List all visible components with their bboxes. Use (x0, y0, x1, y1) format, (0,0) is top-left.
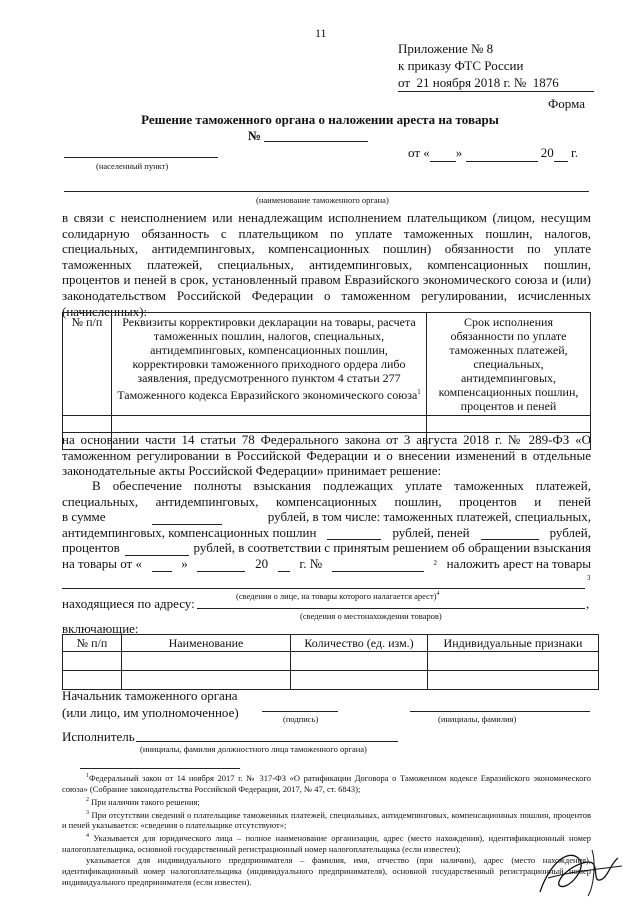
paragraph-decision: В обеспечение полноты взыскания подлежащих уплате таможенных платежей, специальных, антидемпинговых, компенсационных пошлин, процентов и пеней в сумме рублей, в том числе: таможенных платежей, специальных, антидемпинговых, компенсационных пошлин рублей, пеней рублей, процентов рублей, в соответствии с принятым решением об обращении взыскания на товары от « » 20 г. № 2 наложить арест на товары (62, 478, 591, 571)
recovery-day-field[interactable] (152, 556, 172, 572)
location-caption: (сведения о местонахождении товаров) (300, 611, 442, 621)
goods-header-features: Индивидуальные признаки (428, 635, 599, 652)
signature-field[interactable] (262, 711, 338, 712)
footnote-1: $^1$Федеральный закон от 14 ноября 2017 г. № 317-ФЗ «О ратификации Договора о Таможенном кодексе Евразийского экономического союза» (Собрание законодательства Российской Федерации, 2017, № 47, ст. 6843); (62, 772, 591, 794)
footnote-3: $^3$ При отсутствии сведений о плательщике таможенных платежей, специальных, антидемпинговых, компенсационных пошлин, процентов и пеней указывается: «сведения о плательщике отсутствуют»; (62, 809, 591, 831)
table-header-no: № п/п (63, 313, 112, 416)
goods-header-quantity: Количество (ед. изм.) (291, 635, 428, 652)
settlement-caption: (населенный пункт) (96, 161, 169, 171)
table-header-details: Реквизиты корректировки декларации на товары, расчета таможенных пошлин, налогов, специальных, антидемпинговых, компенсационных пошлин, корректировки таможенного приходного ордера либо заявления, предусмотренного пунктом 4 статьи 277 Таможенного кодекса Евразийского экономического союза$^1$ (112, 313, 427, 416)
document-title: Решение таможенного органа о наложении ареста на товары (141, 112, 499, 127)
executor-caption: (инициалы, фамилия должностного лица таможенного органа) (140, 744, 367, 754)
paragraph-grounds: в связи с неисполнением или ненадлежащим исполнением плательщиком (лицом, несущим солидарную обязанность с плательщиком по уплате таможенных пошлин, налогов, специальных, антидемпинговых, компенсационных пошлин) обязанности по уплате таможенных платежей, специальных, антидемпинговых, компенсационных пошлин, процентов и пеней в срок, установленный правом Евразийского экономического союза и (или) законодательством Российской Федерации о таможенном регулировании, исчисленных (начисленных): (62, 210, 591, 319)
table-row[interactable] (63, 652, 599, 671)
declaration-table (62, 312, 591, 450)
goods-table (62, 634, 599, 690)
including-label: включающие: (62, 621, 139, 636)
goods-header-row (63, 635, 599, 652)
customs-caption: (наименование таможенного органа) (256, 195, 389, 205)
person-field[interactable] (62, 588, 585, 589)
recovery-year-field[interactable] (278, 556, 290, 572)
total-amount-field[interactable] (152, 509, 222, 525)
executor-field[interactable] (136, 741, 398, 742)
recovery-number-field[interactable] (332, 556, 424, 572)
customs-authority-field[interactable] (64, 191, 589, 192)
day-field[interactable] (430, 145, 456, 162)
footnote-5: указывается для индивидуального предпринимателя – фамилия, имя, отчество (при наличии), адрес (место нахождения), идентификационный номер налогоплательщика (индивидуального предпринимателя), основной государственный регистрационный номер индивидуального предпринимателя (если известен). (62, 855, 591, 888)
chief-label: Начальник таможенного органа (или лицо, им уполномоченное) (62, 688, 239, 720)
appendix-line2: к приказу ФТС России (398, 58, 524, 73)
footnote-separator (80, 768, 240, 769)
goods-header-no: № п/п (63, 635, 122, 652)
date-line: от « » 20 г. (408, 145, 579, 160)
appendix-line3: от 21 ноября 2018 г. № 1876 (398, 74, 594, 92)
number-sign: № (248, 128, 262, 143)
person-caption: (сведения о лице, на товары которого налагается арест)$^4$ (236, 591, 440, 601)
table-row[interactable] (63, 416, 591, 433)
location-label: находящиеся по адресу: (62, 596, 195, 611)
signature-caption: (подпись) (283, 714, 319, 724)
footnote-4: $^4$ Указывается для юридического лица – полное наименование организации, адрес (место нахождения), идентификационный номер налогоплательщика, основной государственный регистрационный номер налогоплательщика (если известен); (62, 833, 591, 855)
page-number: 11 (315, 26, 327, 40)
location-field[interactable] (197, 608, 585, 609)
settlement-field[interactable] (64, 157, 218, 158)
chief-initials-field[interactable] (410, 711, 590, 712)
interest-amount-field[interactable] (125, 540, 189, 556)
footnote-2: $^2$ При наличии такого решения; (86, 796, 200, 807)
form-label: Форма (548, 96, 585, 111)
table-header-row (63, 313, 591, 416)
penalty-amount-field[interactable] (481, 525, 539, 541)
paragraph-legal-basis: на основании части 14 статьи 78 Федерального закона от 3 августа 2018 г. № 289-ФЗ «О таможенном регулировании в Российской Федерации и о внесении изменений в отдельные законодательные акты Российской Федерации» принимает решение: (62, 432, 591, 479)
recovery-month-field[interactable] (197, 556, 245, 572)
duties-amount-field[interactable] (327, 525, 381, 541)
table-header-deadline: Срок исполнения обязанности по уплате таможенных платежей, специальных, антидемпинговых, компенсационных пошлин, процентов и пеней (427, 313, 591, 416)
goods-header-name: Наименование (122, 635, 291, 652)
footnote-ref-3: 3 (587, 574, 591, 582)
decision-number-field[interactable] (264, 141, 368, 142)
appendix-block (398, 40, 594, 92)
year-field[interactable] (554, 145, 568, 162)
footnotes (62, 771, 591, 888)
initials-caption: (инициалы, фамилия) (438, 714, 517, 724)
appendix-line1: Приложение № 8 (398, 41, 494, 56)
month-field[interactable] (466, 145, 538, 162)
executor-label: Исполнитель (62, 729, 135, 744)
handwritten-signature-icon (530, 842, 626, 900)
location-comma: , (586, 596, 590, 611)
